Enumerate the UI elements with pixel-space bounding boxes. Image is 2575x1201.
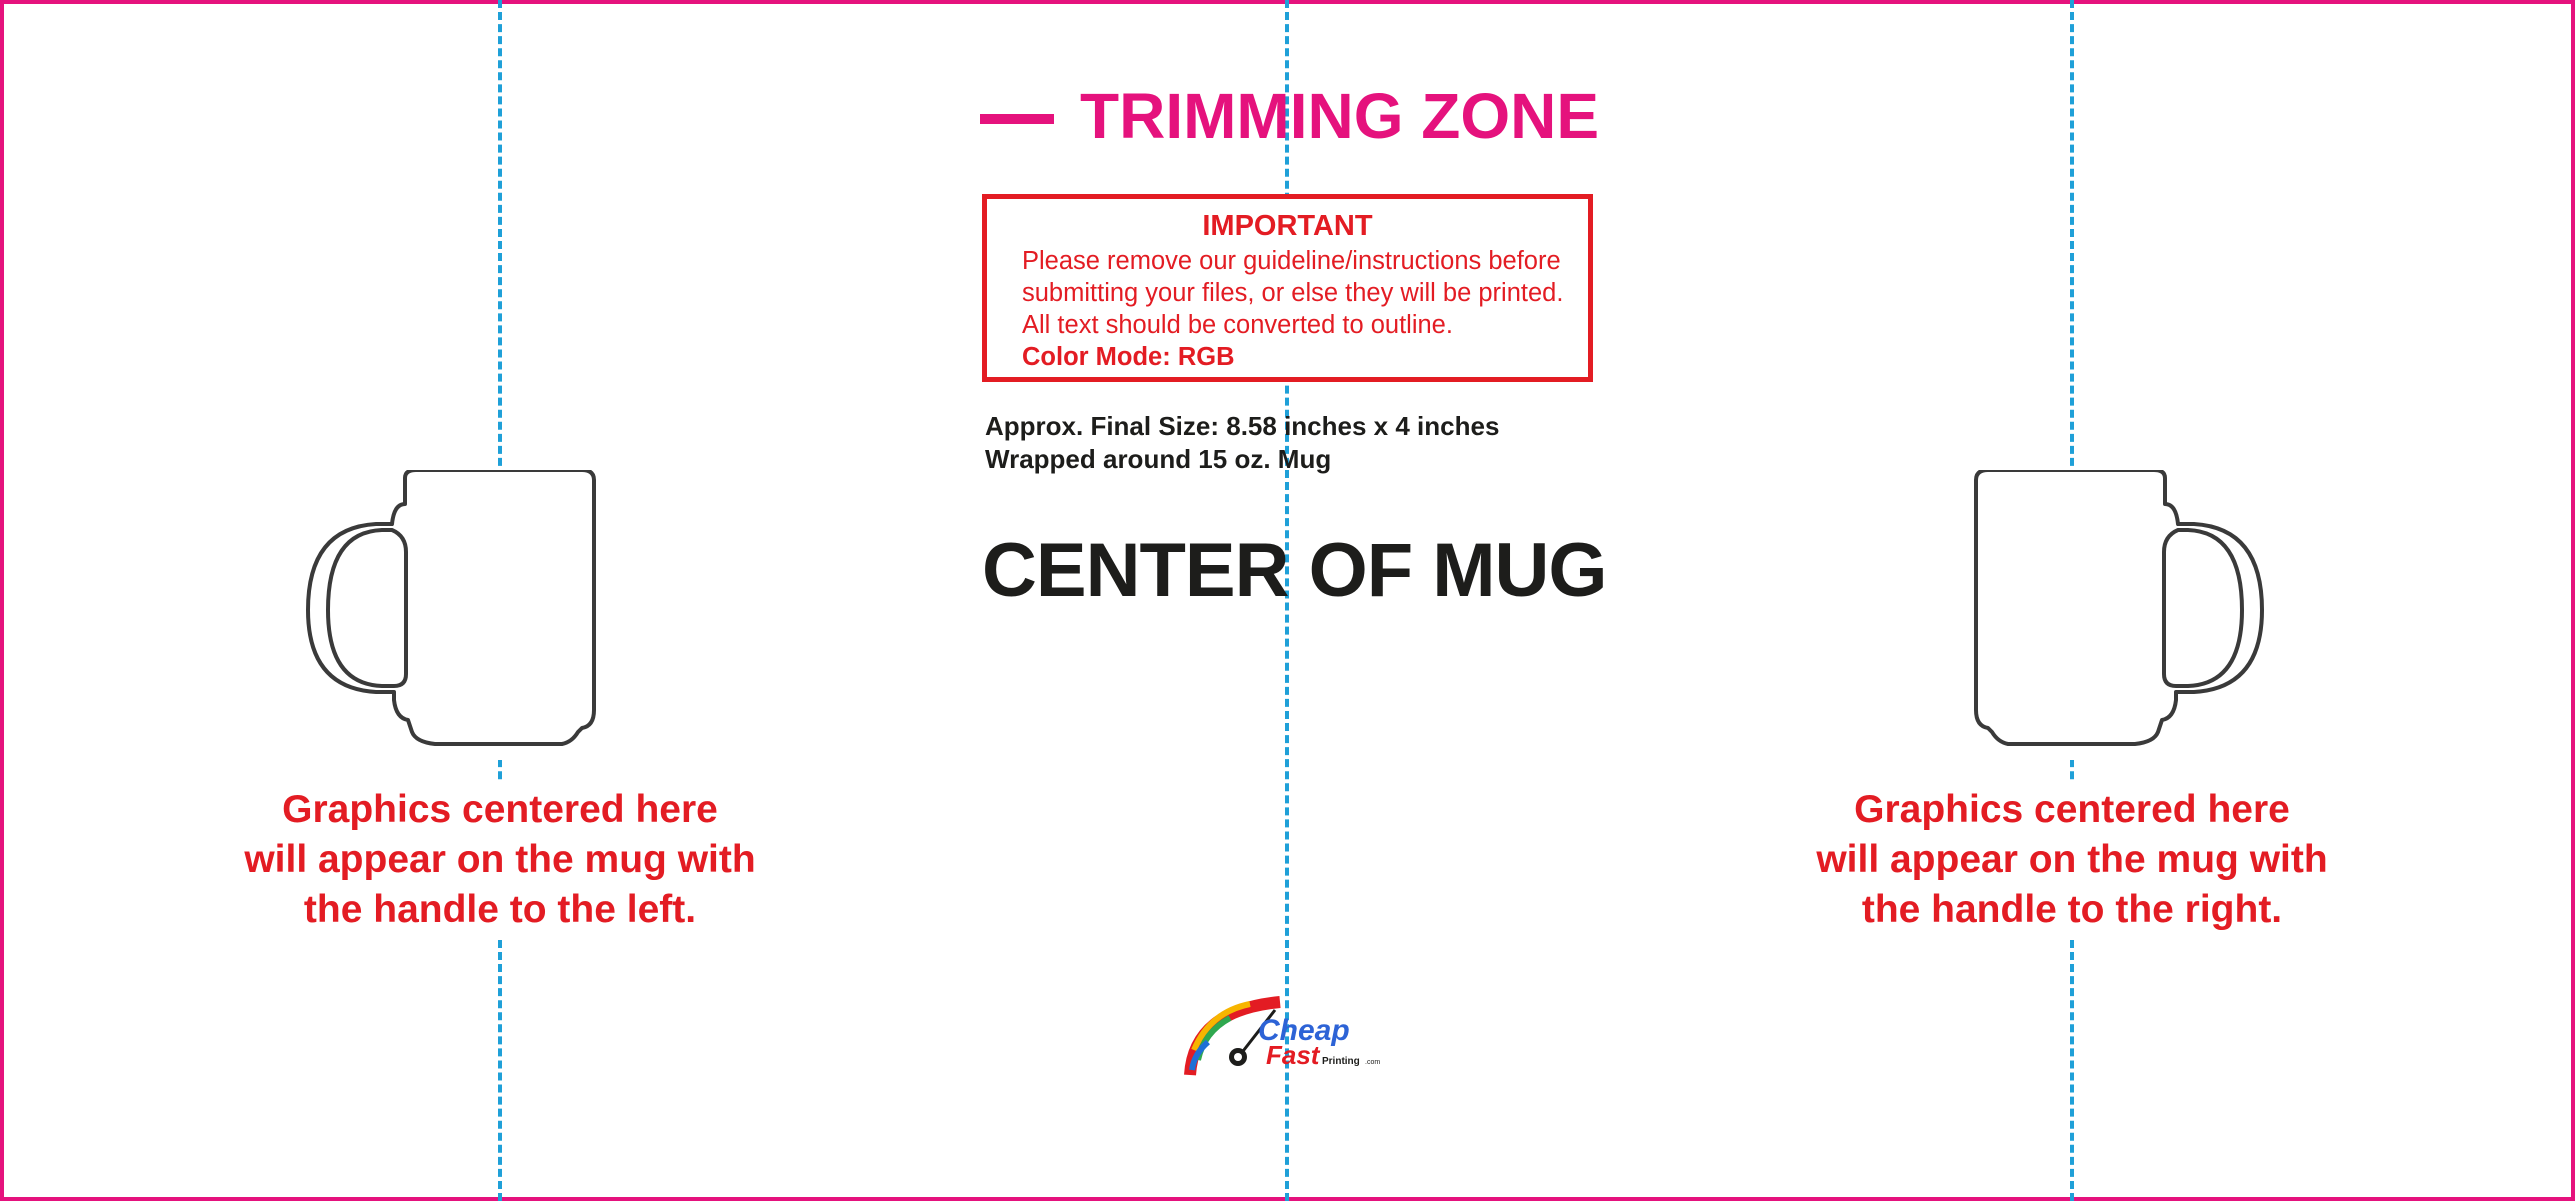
important-line: All text should be converted to outline.: [1022, 311, 1453, 339]
caption-line: the handle to the left.: [303, 888, 697, 931]
trimming-zone-swatch: [980, 114, 1054, 124]
mug-left-icon: [300, 470, 600, 750]
logo-graphic: [1180, 990, 1400, 1090]
important-line: submitting your files, or else they will be printed.: [1022, 279, 1564, 307]
logo-word-printing: Printing: [1322, 1056, 1360, 1067]
important-body: [1022, 245, 1563, 373]
trimming-zone-label: TRIMMING ZONE: [1080, 80, 1600, 152]
cheap-fast-printing-logo: [1180, 990, 1400, 1090]
logo-word-fast: Fast: [1266, 1040, 1320, 1070]
caption-line: Graphics centered here: [1854, 788, 2290, 831]
logo-suffix: .com: [1365, 1059, 1381, 1066]
caption-line: will appear on the mug with: [1816, 838, 2328, 881]
trimming-zone-legend: [980, 78, 1620, 154]
color-mode-line: Color Mode: RGB: [1022, 343, 1235, 371]
logo-word-cheap: Cheap: [1258, 1014, 1350, 1047]
important-notice: [982, 194, 1593, 382]
right-caption: [1752, 785, 2392, 935]
caption-line: will appear on the mug with: [244, 838, 756, 881]
final-size-line: Approx. Final Size: 8.58 inches x 4 inches: [985, 411, 1500, 441]
center-of-mug-title: CENTER OF MUG: [982, 528, 1607, 613]
caption-line: Graphics centered here: [282, 788, 718, 831]
important-line: Please remove our guideline/instructions before: [1022, 247, 1561, 275]
mug-size-line: Wrapped around 15 oz. Mug: [985, 444, 1332, 474]
size-info: [985, 410, 1499, 476]
mug-right-icon: [1970, 470, 2270, 750]
important-title: IMPORTANT: [1202, 210, 1373, 242]
caption-line: the handle to the right.: [1861, 888, 2283, 931]
left-caption: [180, 785, 820, 935]
